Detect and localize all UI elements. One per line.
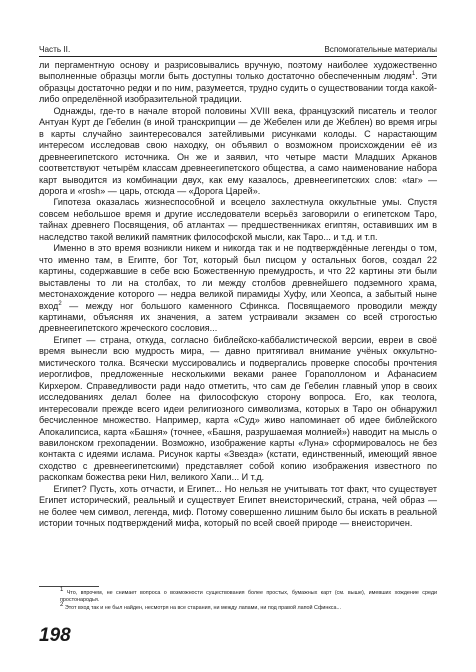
paragraph: Египет — страна, откуда, согласно библейско-каббалистической версии, евреи в своё время вынесли всю мудрость мира, — давно притягивал внимание учёных оккультно-мистического толка. Всячески муссировались и подвергались проверке способы прочтения иероглифов, предложенные несколькими веками ранее Гораполлоном и Афанасием Кирхером. Справедливости ради надо отметить, что сам де Гебелин главный упор в своих исследованиях делал более на философскую сторону вопроса. Его, как теолога, интересовали прежде всего идеи религиозного символизма, которых в Таро он обнаружил бесчисленное множество. Например, карта «Суд» живо напоминает об идее библейского Апокалипсиса, карта «Башня» (точнее, «Башня, разрушаемая молнией») наводит на мысль о вавилонском грехопадении. Возможно, изображение карты «Луна» сформировалось не без контакта с идеями ислама. Рисунок карты «Звезда» (кстати, единственный, имеющий явное сходство с древнеегипетскими) представляет собой копию изображения известного по раскопкам божества реки Нил, великого Хапи... И т.д. — [39, 334, 437, 483]
paragraph: Гипотеза оказалась жизнеспособной и всецело захлестнула оккультные умы. Спустя совсем небольшое время и другие исследователи всерьёз заговорили о египетском Таро, тайнах древнего Посвящения, об атлантах — предшественниках египтян, оставивших им в наследство такой великий памятник философской мысли, как Таро... и т.д. и т.п. — [39, 197, 437, 242]
header-part-label: Часть II. — [39, 45, 71, 54]
footnotes — [60, 587, 437, 614]
page-number: 198 — [39, 625, 71, 646]
paragraph: ли пергаментную основу и разрисовывались вручную, поэтому наиболее художественно выполненные образцы могли быть доступны только достаточно обеспеченным людям$^1$. Эти образцы достаточно редки и по ним, разумеется, трудно судить о существовании тогда какой-либо определённой изобразительной традиции. — [39, 60, 437, 105]
paragraph: Египет? Пусть, хоть отчасти, и Египет... Но нельзя не учитывать тот факт, что существует Египет исторический, реальный и существует Египет внеисторический, страна, чей образ — не более чем символ, легенда, миф. Потому совершенно лишним было бы искать в реальной истории точных подтверждений мифа, который по всей своей природе — внеисторичен. — [39, 483, 437, 529]
body-text — [39, 60, 437, 530]
paragraph: Именно в это время возникли никем и никогда так и не подтверждённые легенды о том, что именно там, в Египте, бог Тот, который был писцом у остальных богов, создал 22 картины, содержавшие в себе всю Божественную премудрость, и что 22 картины эти были выставлены то ли на столбах, то ли между столбов древнейшего подземного храма, местонахождение которого — недра великой пирамиды Хуфу, или Хеопса, а забытый ныне вход$^2$ — между ног большого каменного Сфинкса. Посвящаемого проводили между картинами, объясняя их значения, а затем устраивали экзамен со всей строгостью древнеегипетского жреческого сословия... — [39, 243, 437, 334]
footnote: $^2$ Этот вход так и не был найден, несмотря на все старания, ни между лапами, ни под правой лапой Сфинкса... — [60, 602, 341, 612]
footnote-rule — [39, 586, 99, 587]
header-section-title: Вспомогательные материалы — [324, 45, 437, 54]
footnote-ref: 2 — [58, 300, 62, 307]
header-rule — [39, 56, 437, 57]
footnote: $^1$ Что, впрочем, не снимает вопроса о возможности существования более простых, бумажных карт (см. выше), имевших хождение среди простонародья. — [60, 587, 437, 604]
paragraph: Однажды, где-то в начале второй половины XVIII века, французский писатель и теолог Антуан Курт де Гебелин (в иной транскрипции — де Жебелен или де Жеблен) во время игры в карты случайно заинтересовался затейливыми рисунками колоды. С нарастающим интересом исследовав свою находку, он объявил о возможном происхождении её из древнеегипетского источника. Он же и заявил, что четыре масти Младших Арканов соответствуют четырём классам древнеегипетского общества, а само наименование набора карт выводится из комбинации двух, как ему казалось, древнеегипетских слов: «tar» — дорога и «rosh» — царь, отсюда — «Дорога Царей». — [39, 105, 437, 196]
footnote-ref: 1 — [411, 71, 416, 78]
running-header — [39, 40, 437, 54]
